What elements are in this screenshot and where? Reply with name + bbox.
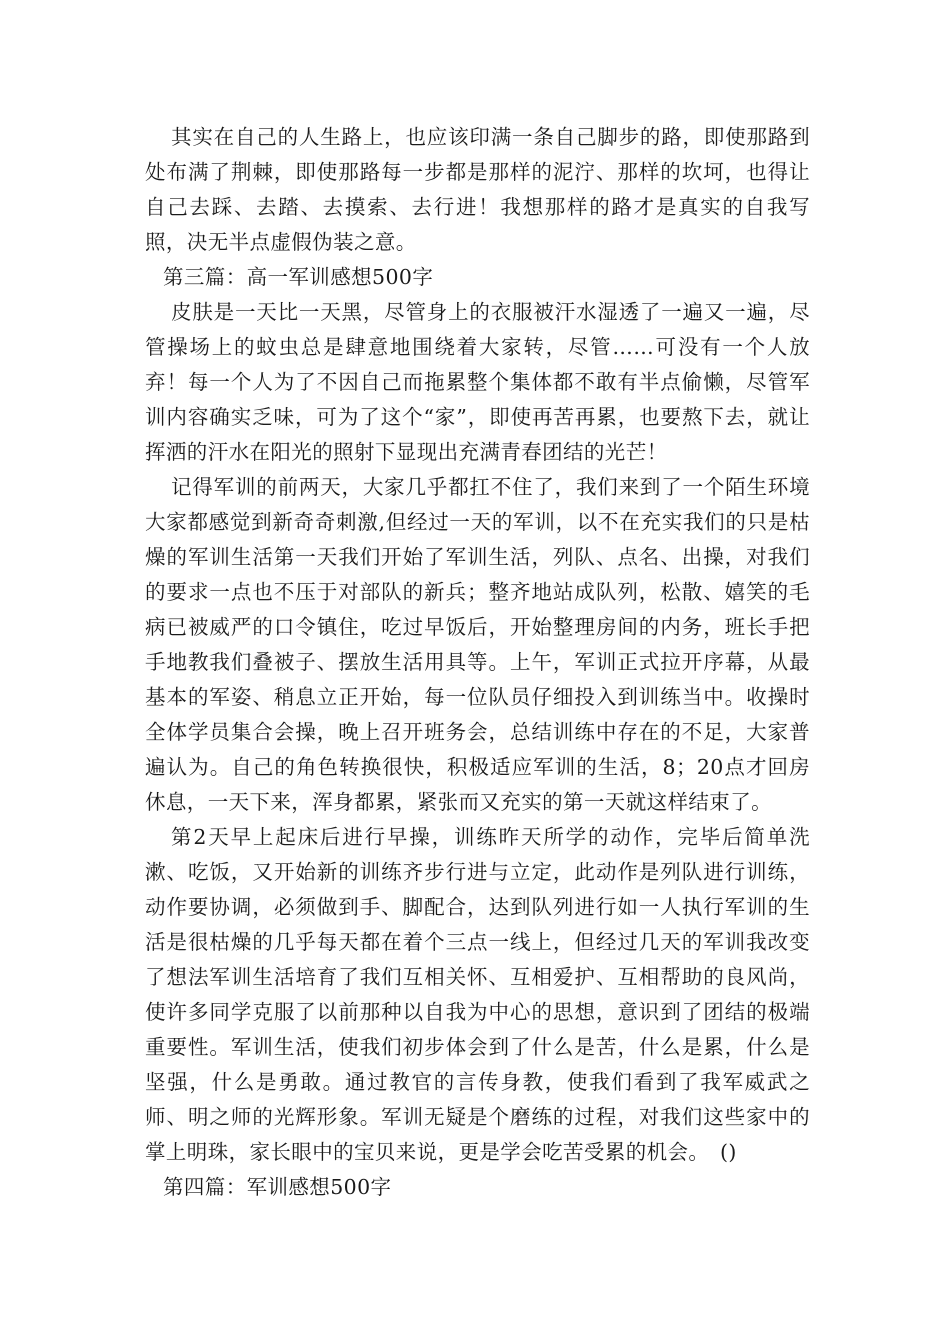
document-body xyxy=(145,120,810,1205)
section-heading-part-four: 第四篇：军训感想500字 xyxy=(163,1175,392,1199)
paragraph-first-days: 记得军训的前两天，大家几乎都扛不住了，我们来到了一个陌生环境大家都感觉到新奇奇刺激,但经过一天的军训，以不在充实我们的只是枯燥的军训生活第一天我们开始了军训生活，列队、点名、出操，对我们的要求一点也不压于对部队的新兵；整齐地站成队列，松散、嬉笑的毛病已被威严的口令镇住，吃过早饭后，开始整理房间的内务，班长手把手地教我们叠被子、摆放生活用具等。上午，军训正式拉开序幕，从最基本的军姿、稍息立正开始，每一位队员仔细投入到训练当中。收操时全体学员集合会操，晚上召开班务会，总结训练中存在的不足，大家普遍认为。自己的角色转换很快，积极适应军训的生活，8；20点才回房休息，一天下来，浑身都累，紧张而又充实的第一天就这样结束了。 xyxy=(145,475,810,814)
section-heading-part-three: 第三篇：高一军训感想500字 xyxy=(163,265,434,289)
paragraph-skin-darker: 皮肤是一天比一天黑，尽管身上的衣服被汗水湿透了一遍又一遍，尽管操场上的蚊虫总是肆意地围绕着大家转，尽管……可没有一个人放弃！每一个人为了不因自己而拖累整个集体都不敢有半点偷懒，尽管军训内容确实乏味，可为了这个“家”，即使再苦再累，也要熬下去，就让挥洒的汗水在阳光的照射下显现出充满青春团结的光芒！ xyxy=(145,300,810,464)
paragraph-path-of-life: 其实在自己的人生路上，也应该印满一条自己脚步的路，即使那路到处布满了荆棘，即使那路每一步都是那样的泥泞、那样的坎坷，也得让自己去踩、去踏、去摸索、去行进！我想那样的路才是真实的自我写照，决无半点虚假伪装之意。 xyxy=(145,125,810,254)
paragraph-second-day: 第2天早上起床后进行早操，训练昨天所学的动作，完毕后简单洗漱、吃饭，又开始新的训练齐步行进与立定，此动作是列队进行训练，动作要协调，必须做到手、脚配合，达到队列进行如一人执行军训的生活是很枯燥的几乎每天都在着个三点一线上，但经过几天的军训我改变了想法军训生活培育了我们互相关怀、互相爱护、互相帮助的良风尚，使许多同学克服了以前那种以自我为中心的思想，意识到了团结的极端重要性。军训生活，使我们初步体会到了什么是苦，什么是累，什么是坚强，什么是勇敢。通过教官的言传身教，使我们看到了我军威武之师、明之师的光辉形象。军训无疑是个磨练的过程，对我们这些家中的掌上明珠，家长眼中的宝贝来说，更是学会吃苦受累的机会。 () xyxy=(145,825,810,1164)
